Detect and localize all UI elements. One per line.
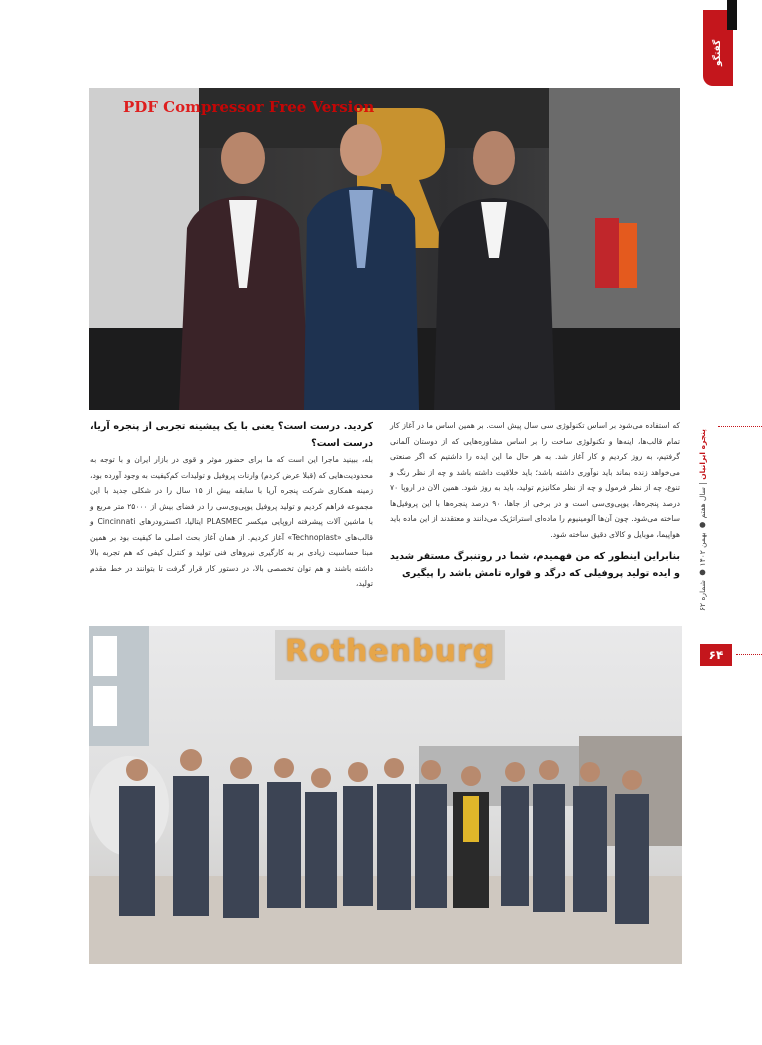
factory-team-photo — [89, 626, 682, 964]
interview-question: بنابراین اینطور که من فهمیدم، شما در روتنبرگ مستقر شدید و ایده تولید پروفیلی که درگد و قواره تامش باشد را پیگیری — [390, 551, 680, 579]
page-number: ۶۴ — [700, 644, 732, 666]
factory-sign: Rothenburg — [285, 634, 496, 669]
magazine-brand: پنجره ایرانیان — [698, 429, 707, 480]
article-paragraph: که استفاده می‌شود بر اساس تکنولوژی سی سال پیش است. بر همین اساس ما در آغاز کار تمام قالب‌ها، اینه‌ها و تکنولوژی ساخت را بر اساس مشاوره‌هایی که از دوستان آلمانی گرفتیم، به روز کردیم و کار آغاز شد. به هر حال ما این ایده را داشتیم که اگر صنعتی می‌خواهد زنده بماند باید نوآوری داشته باشد؛ باید خلاقیت داشته باشد و چه از نظر رنگ و تنوع، چه از نظر فرمول و چه از نظر مکانیزم تولید، باید به روز شود. همین الان در اروپا ۷۰ درصد پنجره‌ها، یوپی‌وی‌سی است و در برخی از جاها، ۹۰ درصد پنجره‌ها با این پروفیل‌ها ساخته می‌شود. چون آن‌ها آلومینیوم را ماده‌ای استراتژیک می‌دانند و معتقدند از این ماده باید هواپیما، موبایل و کالای دقیق ساخته شود. — [390, 421, 680, 539]
article-column-right — [390, 418, 680, 582]
sidebar-divider — [718, 426, 762, 427]
interview-photo-illustration — [89, 88, 680, 410]
section-tab-label: گفتگو — [713, 39, 723, 67]
interview-photo — [89, 88, 680, 410]
article-column-left — [90, 418, 373, 592]
page-number-divider — [736, 654, 762, 655]
tab-accent — [727, 0, 737, 30]
interview-answer: بله، ببینید ماجرا این است که ما برای حضور موثر و قوی در بازار ایران و با توجه به محدودیت‌هایی که (قبلا عرض کردم) وارنات پروفیل و تولیدات کم‌کیفیت به وجود آورده بود، زمینه همکاری شرکت پنجره آریا با سابقه بیش از ۱۵ سال را در شکلی جدید با این مجموعه فراهم کردیم و تولید پروفیل یوپی‌وی‌سی را در فضای بیش از ۲۵۰۰۰ متر مربع و با ماشین آلات پیشرفته اروپایی میکسر PLASMEC ایتالیا، اکسترودرهای Cincinnati و قالب‌های «Technoplast» آغاز کردیم. از همان آغاز بحث اصلی ما کیفیت بود بر همین مبنا حساسیت زیادی بر به کارگیری نیروهای فنی تولید و کنترل کیفی که هم تجربه بالا داشته باشند و هم توان تخصصی بالا، در دستور کار قرار گرفت تا بتوانند در خط مقدم تولید، — [90, 455, 373, 588]
issue-info: سال هفتم ● بهمن ۱۴۰۲ ● شماره ۶۲ — [698, 487, 707, 611]
watermark: PDF Compressor Free Version — [123, 98, 375, 116]
magazine-sidebar: پنجره ایرانیان | سال هفتم ● بهمن ۱۴۰۲ ● شماره ۶۲ — [698, 429, 707, 611]
interview-question: کردید. درست است؟ یعنی با یک پیشینه تجربی از پنجره آریا، درست است؟ — [90, 421, 373, 449]
